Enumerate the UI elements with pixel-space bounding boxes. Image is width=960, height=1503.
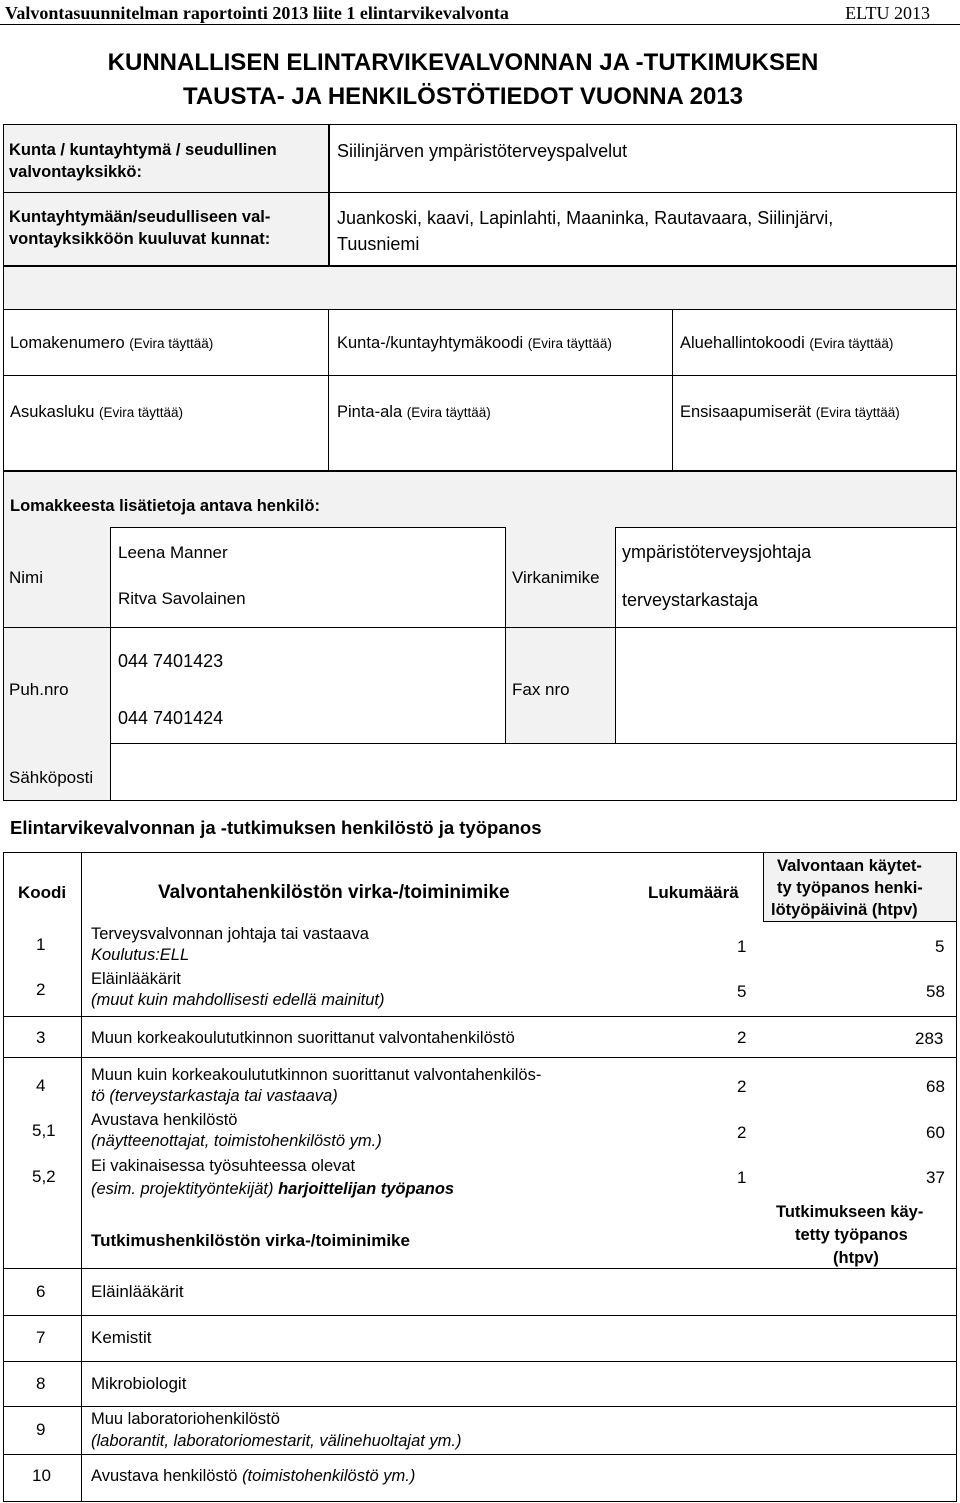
col-work-3: lötyöpäivinä (htpv) — [771, 901, 918, 919]
page-header — [0, 0, 960, 25]
title-line1: KUNNALLISEN ELINTARVIKEVALVONNAN JA -TUTKIMUKSEN — [107, 49, 819, 76]
unit-value: Siilinjärven ympäristöterveyspalvelut — [337, 141, 628, 161]
header-right: ELTU 2013 — [845, 3, 930, 23]
field-ensisaapumiserat: Ensisaapumiserät (Evira täyttää) — [680, 403, 900, 421]
row2-work: 58 — [926, 982, 945, 1001]
row3-code: 3 — [36, 1028, 46, 1047]
name-label: Nimi — [9, 568, 43, 587]
row4-count: 2 — [737, 1077, 747, 1096]
contact-heading: Lomakkeesta lisätietoja antava henkilö: — [10, 497, 320, 515]
r6-code: 6 — [36, 1282, 46, 1301]
field-kuntakoodi: Kunta-/kuntayhtymäkoodi (Evira täyttää) — [337, 334, 612, 352]
field-asukasluku: Asukasluku (Evira täyttää) — [10, 403, 184, 421]
phone-1: 044 7401423 — [118, 651, 224, 671]
field-aluehallintokoodi: Aluehallintokoodi (Evira täyttää) — [680, 334, 894, 352]
phone-label: Puh.nro — [9, 680, 69, 699]
row1-sub: Koulutus:ELL — [91, 946, 190, 964]
email-cell — [110, 743, 957, 801]
research-work-2: tetty työpanos — [795, 1226, 908, 1244]
r8-code: 8 — [36, 1374, 46, 1393]
unit-label-2: valvontayksikkö: — [9, 163, 142, 181]
col-count: Lukumäärä — [648, 883, 739, 902]
field-pinta-ala: Pinta-ala (Evira täyttää) — [337, 403, 491, 421]
muni-label-1: Kuntayhtymään/seudulliseen val- — [9, 208, 271, 226]
row4-sub: tö (terveystarkastaja tai vastaava) — [91, 1087, 338, 1105]
unit-label-1: Kunta / kuntayhtymä / seudullinen — [9, 141, 277, 159]
r7-title: Kemistit — [91, 1328, 152, 1347]
muni-value-1: Juankoski, kaavi, Lapinlahti, Maaninka, Rautavaara, Siilinjärvi, — [337, 208, 834, 228]
fax-label: Fax nro — [512, 680, 570, 699]
email-label: Sähköposti — [9, 768, 94, 787]
row6-title: Ei vakinaisessa työsuhteessa olevat — [91, 1157, 356, 1175]
r10-code: 10 — [32, 1466, 51, 1485]
evira-row-2 — [3, 375, 957, 471]
r10-title: Avustava henkilöstö (toimistohenkilöstö ym.) — [91, 1467, 416, 1485]
r6-title: Eläinlääkärit — [91, 1282, 184, 1301]
row4-work: 68 — [926, 1077, 945, 1096]
r8-title: Mikrobiologit — [91, 1374, 187, 1393]
row6-count: 1 — [737, 1168, 747, 1187]
row5-count: 2 — [737, 1123, 747, 1142]
row2-title: Eläinlääkärit — [91, 970, 181, 988]
row1-work: 5 — [935, 937, 945, 956]
col-code: Koodi — [18, 883, 67, 902]
row4-title: Muun kuin korkeakoulututkinnon suorittanut valvontahenkilös- — [91, 1066, 542, 1084]
muni-label-2: vontayksikköön kuuluvat kunnat: — [9, 230, 271, 248]
muni-value-2: Tuusniemi — [337, 234, 420, 254]
col-work-2: ty työpanos henki- — [777, 879, 923, 897]
row1-title: Terveysvalvonnan johtaja tai vastaava — [91, 925, 369, 943]
title-1: ympäristöterveysjohtaja — [622, 542, 812, 562]
row6-work: 37 — [926, 1168, 945, 1187]
row3-count: 2 — [737, 1028, 747, 1047]
row2-code: 2 — [36, 980, 46, 999]
r9-title: Muu laboratoriohenkilöstö — [91, 1410, 280, 1428]
research-work-1: Tutkimukseen käy- — [776, 1203, 924, 1221]
col-title: Valvontahenkilöstön virka-/toiminimike — [158, 882, 510, 903]
row4-code: 4 — [36, 1076, 46, 1095]
header-left: Valvontasuunnitelman raportointi 2013 liite 1 elintarvikevalvonta — [5, 3, 509, 23]
row6-sub: (esim. projektityöntekijät) harjoittelijan työpanos — [91, 1180, 455, 1198]
row6-code: 5,2 — [32, 1167, 56, 1186]
row2-sub: (muut kuin mahdollisesti edellä mainitut) — [91, 991, 385, 1009]
staff-heading: Elintarvikevalvonnan ja -tutkimuksen henkilöstö ja työpanos — [10, 817, 542, 838]
field-lomakenumero: Lomakenumero (Evira täyttää) — [10, 334, 214, 352]
r9-sub: (laborantit, laboratoriomestarit, välinehuoltajat ym.) — [91, 1432, 462, 1450]
row5-sub: (näytteenottajat, toimistohenkilöstö ym.) — [91, 1132, 382, 1150]
title-line2: TAUSTA- JA HENKILÖSTÖTIEDOT VUONNA 2013 — [182, 83, 744, 110]
research-title: Tutkimushenkilöstön virka-/toiminimike — [91, 1231, 410, 1250]
row2-count: 5 — [737, 982, 747, 1001]
r7-code: 7 — [36, 1328, 46, 1347]
research-work-3: (htpv) — [833, 1249, 879, 1267]
name-1: Leena Manner — [118, 543, 228, 562]
r9-code: 9 — [36, 1420, 46, 1439]
row1-count: 1 — [737, 937, 747, 956]
row5-work: 60 — [926, 1123, 945, 1142]
row1-code: 1 — [36, 935, 46, 954]
col-work-1: Valvontaan käytet- — [777, 857, 922, 875]
name-2: Ritva Savolainen — [118, 589, 246, 608]
title-label: Virkanimike — [512, 568, 600, 587]
row3-title: Muun korkeakoulututkinnon suorittanut valvontahenkilöstö — [91, 1029, 515, 1047]
title-2: terveystarkastaja — [622, 590, 759, 610]
row5-code: 5,1 — [32, 1121, 56, 1140]
phone-2: 044 7401424 — [118, 708, 224, 728]
row5-title: Avustava henkilöstö — [91, 1111, 238, 1129]
row3-work: 283 — [915, 1029, 944, 1048]
